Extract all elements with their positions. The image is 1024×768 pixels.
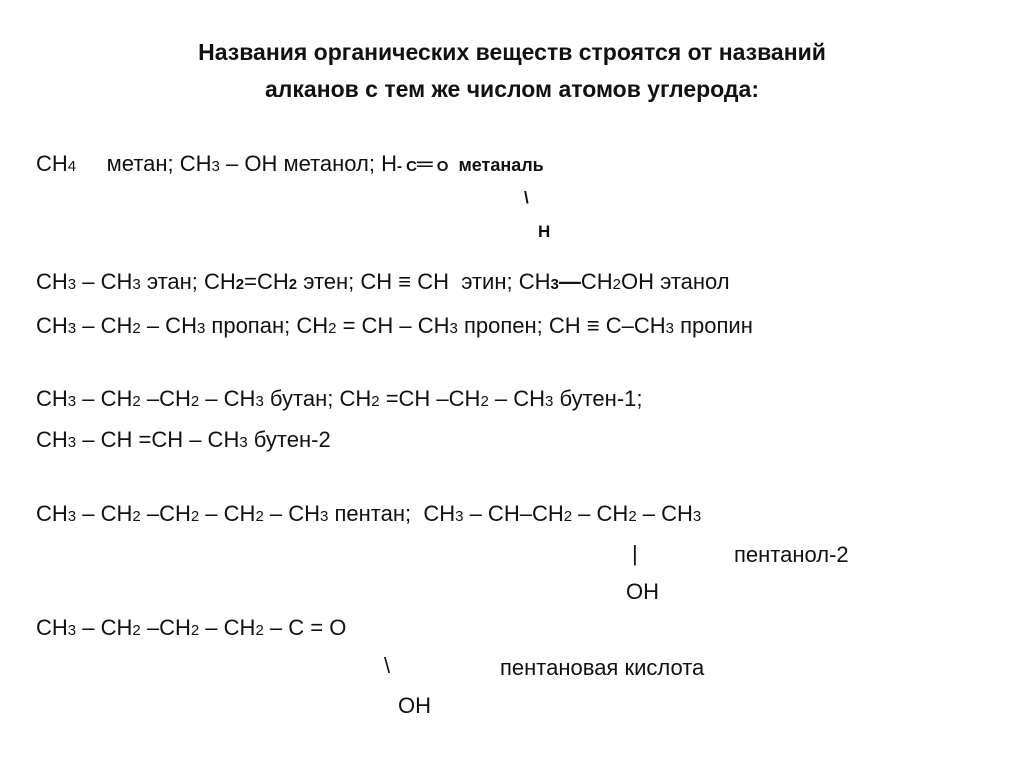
formula-text: –CH — [140, 501, 191, 526]
formula-text: – OH метанол; H — [219, 151, 397, 176]
pentanoic-acid-oh-group: OH — [398, 693, 431, 718]
double-bond: ═ — [417, 151, 433, 176]
bond-pentanol-oh: | — [632, 541, 638, 566]
subscript: 3 — [67, 622, 77, 639]
formula-line-ethane-ethene-ethyne-ethanol — [36, 268, 730, 299]
subscript: 2 — [480, 393, 489, 410]
subscript: 2 — [255, 508, 264, 525]
subscript: 2 — [132, 393, 141, 410]
formula-text: – CH — [488, 386, 546, 411]
formula-line-butane-butene-1 — [36, 385, 643, 416]
bond-pentanoic-acid-oh: \ — [384, 653, 391, 678]
formula-text: – CH — [76, 615, 133, 640]
formula-line-pentane-pentanol — [36, 500, 701, 531]
subscript: 3 — [67, 276, 77, 293]
formula-text: – CH — [572, 501, 629, 526]
subscript: 2 — [563, 508, 573, 525]
formula-text: =CH –CH — [379, 386, 481, 411]
formula-text: – CH — [76, 386, 133, 411]
formula-text: – CH — [636, 501, 693, 526]
formula-text: =CH — [244, 269, 289, 294]
formula-text: CH — [580, 269, 613, 294]
formula-text: – CH — [199, 501, 256, 526]
formula-text: – C = O — [263, 615, 347, 640]
formula-text: – CH =CH – CH — [76, 427, 240, 452]
methanal-h-atom: H — [538, 222, 551, 241]
subscript: 2 — [628, 508, 637, 525]
subscript: 2 — [132, 508, 141, 525]
formula-text: – CH — [199, 386, 256, 411]
compound-name-methanal: метаналь — [448, 155, 544, 175]
formula-text: CH — [36, 501, 68, 526]
formula-text-bold: O — [432, 158, 449, 175]
formula-text: метан; CH — [76, 151, 212, 176]
subscript: 3 — [255, 393, 264, 410]
formula-text: пропан; CH — [205, 313, 329, 338]
formula-text: – CH–CH — [463, 501, 564, 526]
formula-line-butene-2 — [36, 426, 331, 457]
single-bond: — — [558, 269, 581, 294]
formula-text: пропин — [674, 313, 753, 338]
compound-name-pentanol-2: пентанол-2 — [734, 542, 849, 567]
formula-text: CH — [36, 427, 68, 452]
formula-text: CH — [36, 615, 68, 640]
formula-text: – CH — [263, 501, 321, 526]
subscript: 3 — [449, 320, 458, 337]
formula-line-propane-propene-propyne — [36, 312, 753, 343]
subscript: 2 — [132, 320, 141, 337]
formula-text: –CH — [140, 386, 191, 411]
formula-text: OH этанол — [620, 269, 730, 294]
subscript: 3 — [455, 508, 464, 525]
formula-text: – CH — [76, 313, 133, 338]
subscript: 3 — [239, 434, 248, 451]
subscript: 3 — [67, 434, 77, 451]
subscript: 2 — [371, 393, 380, 410]
formula-text: –CH — [140, 615, 191, 640]
subscript: 3 — [550, 276, 559, 293]
formula-text: – CH — [199, 615, 256, 640]
subscript: 2 — [328, 320, 337, 337]
formula-text: – CH — [140, 313, 197, 338]
subscript: 3 — [196, 320, 206, 337]
formula-line-methane-methanol-methanal — [36, 150, 544, 181]
subscript: 3 — [665, 320, 674, 337]
subscript: 4 — [67, 158, 77, 175]
formula-text: – CH — [76, 269, 133, 294]
formula-text: CH — [36, 313, 68, 338]
subscript: 3 — [132, 276, 141, 293]
formula-text: пентан; CH — [328, 501, 456, 526]
bond-methanal-h: \ — [524, 188, 529, 207]
subscript: 2 — [190, 622, 200, 639]
formula-text: бутан; CH — [263, 386, 372, 411]
formula-text: этан; CH — [140, 269, 236, 294]
formula-line-pentanoic-acid — [36, 614, 346, 645]
subscript: 3 — [545, 393, 554, 410]
formula-text: CH — [36, 269, 68, 294]
formula-text: CH — [36, 386, 68, 411]
slide-title — [0, 34, 1024, 108]
formula-text: пропен; CH ≡ C–CH — [457, 313, 666, 338]
formula-text: этен; CH ≡ CH этин; CH — [297, 269, 551, 294]
subscript: 2 — [190, 393, 200, 410]
formula-text: бутен-1; — [553, 386, 643, 411]
subscript: 3 — [692, 508, 702, 525]
title-line-1: Названия органических веществ строятся от названий — [198, 39, 826, 65]
formula-text: CH — [36, 151, 68, 176]
compound-name-pentanoic-acid: пентановая кислота — [500, 655, 705, 680]
pentanol-oh-group: OH — [626, 579, 659, 604]
subscript: 3 — [67, 320, 77, 337]
formula-text: = CH – CH — [336, 313, 450, 338]
formula-text: – CH — [76, 501, 133, 526]
subscript: 2 — [612, 276, 621, 293]
subscript: 2 — [255, 622, 264, 639]
subscript: 3 — [67, 508, 77, 525]
title-line-2: алканов с тем же числом атомов углерода: — [265, 76, 759, 102]
subscript: 2 — [235, 276, 245, 293]
formula-text: бутен-2 — [247, 427, 331, 452]
subscript: 2 — [132, 622, 141, 639]
subscript: 2 — [288, 276, 298, 293]
subscript: 3 — [211, 158, 220, 175]
subscript: 2 — [190, 508, 200, 525]
subscript: 3 — [320, 508, 329, 525]
formula-text-bold: - C — [397, 158, 417, 175]
subscript: 3 — [67, 393, 77, 410]
